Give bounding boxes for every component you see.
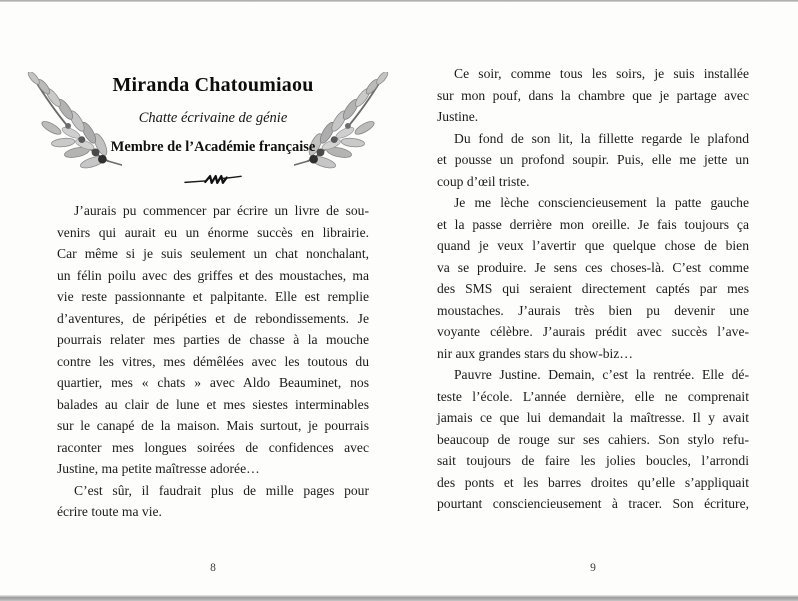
text-line: sait toujours de faire les jolies boucles, l’arrondi bbox=[437, 453, 749, 468]
text-line: pourtant consciencieusement à tracer. Son écriture, bbox=[437, 496, 749, 511]
text-line: J’aurais pu commencer par écrire un livre de sou- bbox=[74, 203, 369, 218]
text-line: et la passe derrière mon oreille. Je fais toujours ça bbox=[437, 216, 749, 232]
text-line: moustaches. J’aurais très bien pu devenir une bbox=[437, 302, 749, 318]
paragraph bbox=[437, 128, 749, 193]
text-line: quand je veux l’avertir que quelque chose de bien bbox=[437, 238, 749, 253]
text-line: coup d’œil triste. bbox=[437, 173, 530, 189]
text-line: Du fond de son lit, la fillette regarde le plafond bbox=[454, 130, 749, 146]
paragraph bbox=[437, 364, 749, 515]
text-line: vie reste passionnante et palpitante. Elle est remplie bbox=[57, 289, 369, 304]
text-line: écrire toute ma vie. bbox=[57, 504, 162, 519]
page-number-right: 9 bbox=[590, 562, 596, 574]
text-line: d’aventures, de péripéties et de rebondissements. Je bbox=[57, 310, 369, 326]
author-name: Miranda Chatoumiaou bbox=[112, 74, 314, 96]
text-line: Ce soir, comme tous les soirs, je suis installée bbox=[454, 66, 749, 81]
text-line: pourrais relater mes parties de chasse à la mouche bbox=[57, 332, 369, 347]
text-line: quartier, mes « chats » avec Aldo Beauminet, nos bbox=[57, 375, 369, 390]
text-line: Justine. bbox=[437, 109, 479, 124]
text-line: venirs qui aurait eu un énorme succès en librairie. bbox=[57, 224, 369, 240]
text-line: Pauvre Justine. Demain, c’est la rentrée. Elle dé- bbox=[454, 367, 749, 382]
text-line: raconter mes longues soirées de confidences avec bbox=[57, 439, 369, 455]
text-line: balades au clair de lune et mes siestes interminables bbox=[57, 396, 369, 412]
text-line: des ponts et les barres droites qu’elle s’appliquait bbox=[437, 474, 749, 490]
author-role: Chatte écrivaine de génie bbox=[138, 110, 288, 126]
paragraph bbox=[437, 63, 749, 128]
text-line: sur le canapé de la maison. Mais surtout, je pourrais bbox=[57, 418, 369, 433]
text-line: beaucoup de rouge sur ses cahiers. Son stylo refu- bbox=[437, 431, 749, 447]
text-line: Justine, ma petite maîtresse adorée… bbox=[57, 461, 260, 476]
text-line: Je me lèche consciencieusement la patte gauche bbox=[454, 195, 749, 210]
text-line: sur mon pouf, dans la chambre que je partage avec bbox=[437, 87, 749, 103]
text-line: teste l’école. L’année dernière, elle ne comprenait bbox=[437, 388, 749, 404]
page-number-left: 8 bbox=[210, 562, 216, 574]
text-line: un félin poilu avec des griffes et des moustaches, ma bbox=[57, 267, 369, 283]
squiggle-divider-icon bbox=[184, 171, 242, 187]
text-line: voyante célèbre. J’aurais prédit avec succès l’ave- bbox=[437, 324, 749, 339]
paragraph bbox=[57, 200, 369, 480]
paragraph bbox=[57, 480, 369, 523]
text-line: C’est sûr, il faudrait plus de mille pages pour bbox=[74, 482, 369, 498]
text-line: va se produire. Je sens ces choses-là. C’est comme bbox=[437, 259, 749, 275]
text-line: Car même si je suis seulement un chat nonchalant, bbox=[57, 246, 369, 261]
text-line: et pousse un profond soupir. Puis, elle me jette un bbox=[437, 152, 749, 167]
text-line: nir aux grandes stars du show-biz… bbox=[437, 345, 633, 361]
page-left bbox=[57, 0, 369, 601]
left-page-text bbox=[57, 200, 369, 523]
text-line: jamais ce que lui demandait la maîtresse. Il y avait bbox=[437, 410, 749, 425]
text-line: des SMS qui seraient directement captés par mes bbox=[437, 281, 749, 296]
text-line: contre les vitres, mes démêlées avec les toutous du bbox=[57, 353, 369, 369]
right-page-text bbox=[437, 63, 749, 515]
author-honor: Membre de l’Académie française bbox=[110, 139, 316, 155]
page-right bbox=[437, 0, 749, 601]
paragraph bbox=[437, 192, 749, 364]
